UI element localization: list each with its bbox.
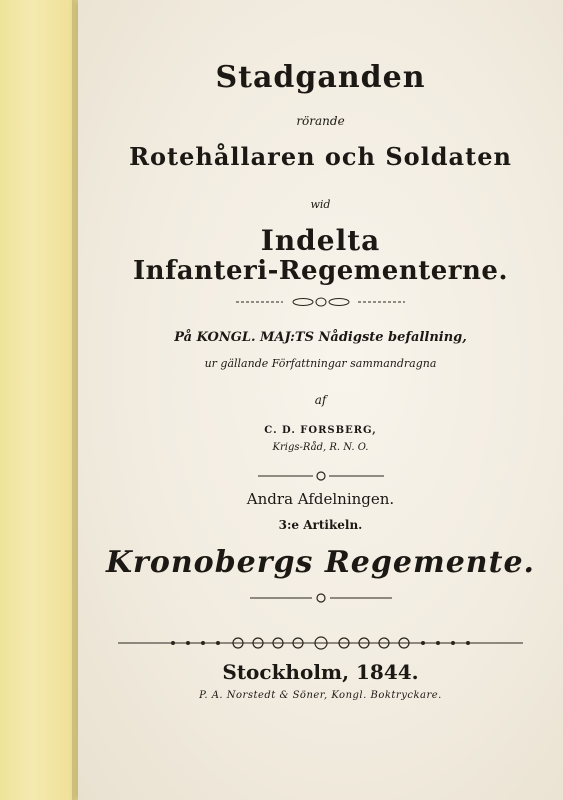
ornament-divider-3 (78, 592, 563, 604)
ornament-divider-2 (78, 470, 563, 482)
regiment-heading: Kronobergs Regemente. (105, 545, 535, 580)
title-line-4: wid (310, 198, 331, 211)
title-line-5: Indelta (260, 224, 381, 257)
title-page (78, 0, 563, 800)
author-name: C. D. FORSBERG, (264, 425, 377, 436)
by-word: af (314, 393, 327, 407)
ornament-divider-1 (78, 296, 563, 308)
place-and-year: Stockholm, 1844. (222, 660, 419, 684)
printer-line: P. A. Norstedt & Söner, Kongl. Boktryckare. (199, 690, 442, 701)
author-title: Krigs-Råd, R. N. O. (272, 442, 369, 453)
authority-line-1: På KONGL. MAJ:TS Nådigste befallning, (174, 330, 467, 345)
title-line-1: Stadganden (215, 60, 426, 95)
title-line-2: rörande (296, 114, 345, 128)
ornamental-rule (78, 636, 563, 650)
title-line-6: Infanteri-Regementerne. (133, 256, 508, 286)
yellow-backing-paper (0, 0, 80, 800)
title-line-3: Rotehållaren och Soldaten (129, 142, 512, 171)
article-heading: 3:e Artikeln. (278, 518, 363, 532)
division-heading: Andra Afdelningen. (246, 490, 395, 508)
authority-line-2: ur gällande Författningar sammandragna (204, 357, 437, 370)
